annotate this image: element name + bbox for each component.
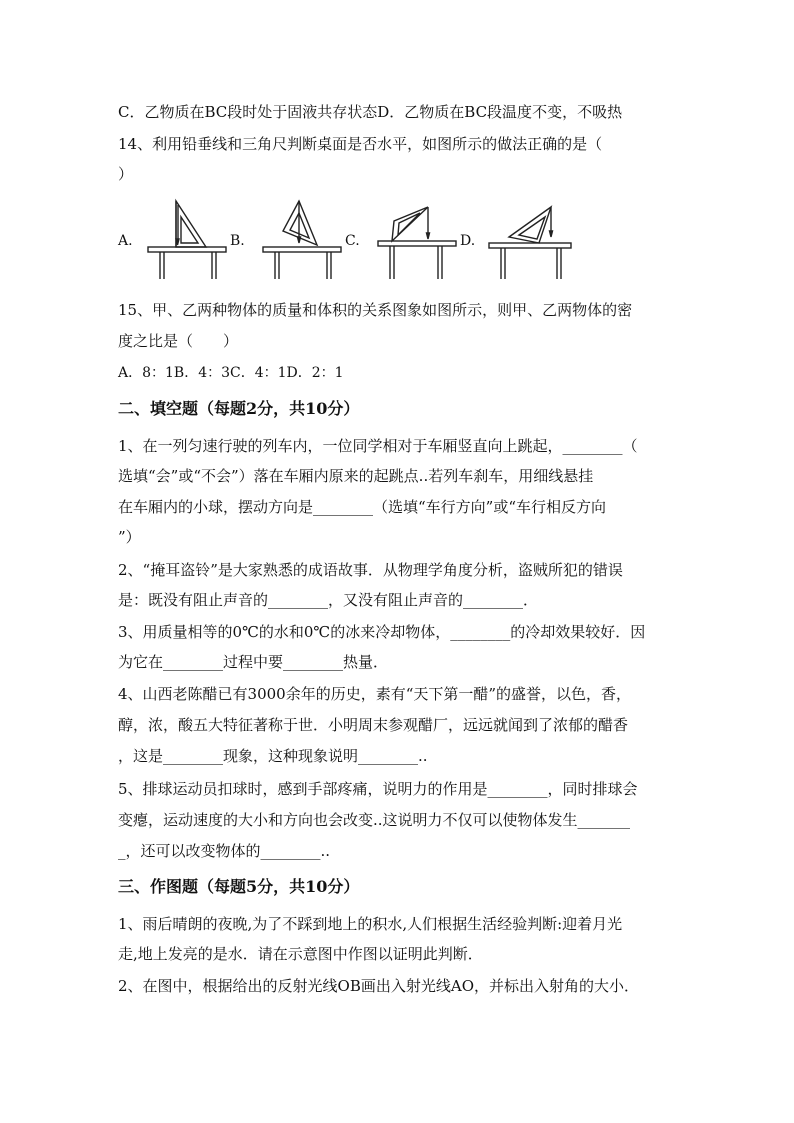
- section2-line: 变瘪，运动速度的大小和方向也会改变..这说明力不仅可以使物体发生_______: [118, 811, 631, 829]
- q14-option-b-label: B.: [230, 233, 245, 249]
- q14-figure-c: [370, 195, 462, 285]
- section2-line: 在车厢内的小球，摆动方向是________（选填“车行方向”或“车行相反方向: [118, 498, 607, 516]
- section2-line: 4、山西老陈醋已有3000余年的历史，素有“天下第一醋”的盛誉，以色，香，: [118, 685, 632, 703]
- q14-stem-line2: ）: [118, 165, 134, 183]
- section3-title: 三、作图题（每题5分，共10分）: [118, 877, 360, 896]
- section2-line: 醇，浓，酸五大特征著称于世．小明周末参观醋厂，远远就闻到了浓郁的醋香: [118, 716, 629, 734]
- section2-title: 二、填空题（每题2分，共10分）: [118, 399, 360, 418]
- q14-figure-b: [255, 195, 347, 285]
- q14-option-c-label: C.: [345, 233, 360, 249]
- section2-line: _，还可以改变物体的________..: [118, 842, 331, 860]
- section3-line: 走,地上发亮的是水．请在示意图中作图以证明此判断．: [118, 945, 483, 963]
- q14-stem-line1: 14、利用铅垂线和三角尺判断桌面是否水平，如图所示的做法正确的是（: [118, 135, 603, 153]
- section2-line: 5、排球运动员扣球时，感到手部疼痛，说明力的作用是________，同时排球会: [118, 780, 638, 798]
- q15-options: A．8：1B．4：3C．4：1D．2：1: [118, 365, 344, 381]
- section2-line: 2、“掩耳盗铃”是大家熟悉的成语故事．从物理学角度分析，盗贼所犯的错误: [118, 561, 623, 579]
- section2-line: ，这是________现象，这种现象说明________..: [118, 747, 428, 765]
- section2-line: 为它在________过程中要________热量．: [118, 653, 389, 671]
- q14-option-a-label: A.: [118, 233, 133, 249]
- section2-line: ”）: [118, 528, 141, 546]
- q15-stem-line1: 15、甲、乙两种物体的质量和体积的关系图象如图所示，则甲、乙两物体的密: [118, 301, 633, 319]
- section3-line: 2、在图中，根据给出的反射光线OB画出入射光线AO，并标出入射角的大小．: [118, 977, 639, 995]
- q15-stem-line2: 度之比是（ ）: [118, 332, 239, 350]
- q14-figure-a: [140, 195, 232, 285]
- section2-line: 选填“会”或“不会”）落在车厢内原来的起跳点..若列车刹车，用细线悬挂: [118, 467, 594, 485]
- section2-line: 是：既没有阻止声音的________，又没有阻止声音的________．: [118, 591, 539, 609]
- section2-line: 1、在一列匀速行驶的列车内，一位同学相对于车厢竖直向上跳起，________（: [118, 437, 638, 455]
- section2-line: 3、用质量相等的0℃的水和0℃的冰来冷却物体，________的冷却效果较好．因: [118, 623, 646, 641]
- q14-option-d-label: D.: [460, 233, 476, 249]
- q14-figure-d: [485, 195, 577, 285]
- section3-line: 1、雨后晴朗的夜晚,为了不踩到地上的积水,人们根据生活经验判断:迎着月光: [118, 915, 623, 933]
- q13-option-cd: C．乙物质在BC段时处于固液共存状态D．乙物质在BC段温度不变，不吸热: [118, 103, 623, 121]
